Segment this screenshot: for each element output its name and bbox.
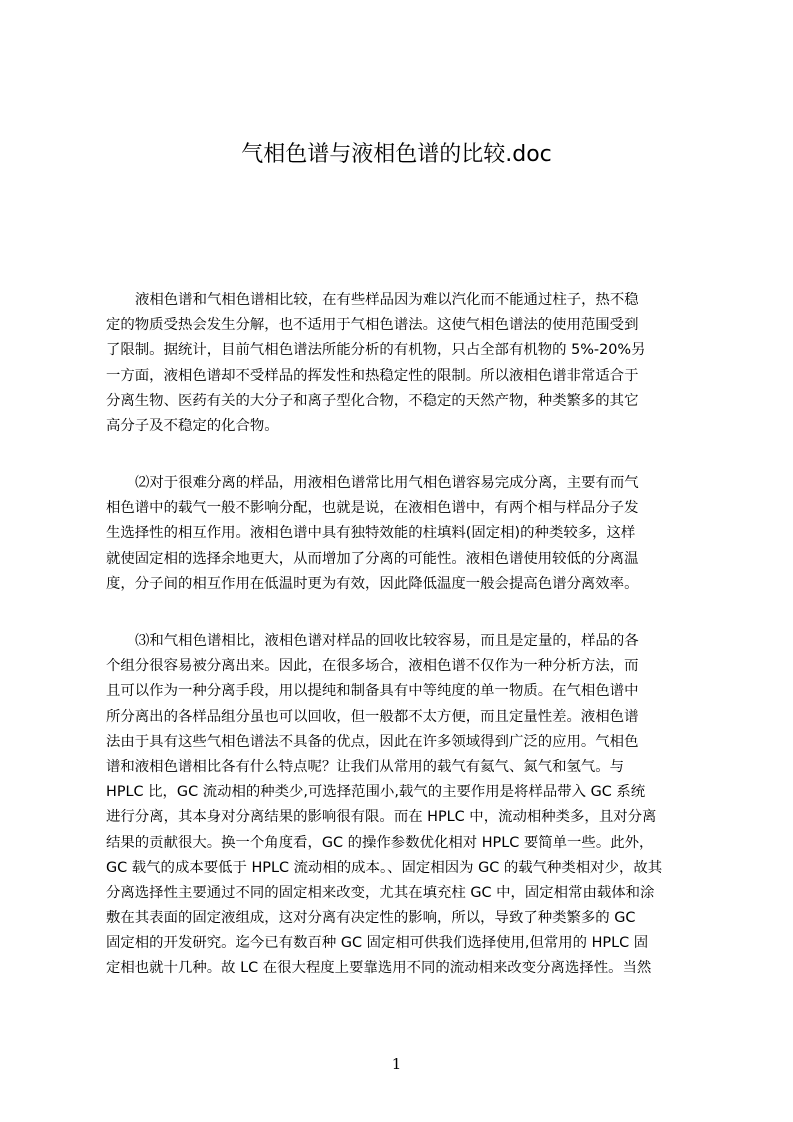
paragraph-line: 进行分离，其本身对分离结果的影响很有限。而在 HPLC 中，流动相种类多，且对分离 bbox=[106, 809, 657, 826]
page-number: 1 bbox=[391, 1055, 402, 1073]
paragraph-line: 结果的贡献很大。换一个角度看，GC 的操作参数优化相对 HPLC 要简单一些。此外， bbox=[106, 834, 654, 851]
paragraph-line: 了限制。据统计，目前气相色谱法所能分析的有机物，只占全部有机物的 5%-20%另 bbox=[106, 342, 646, 359]
paragraph-line: 高分子及不稳定的化合物。 bbox=[106, 417, 279, 434]
paragraph-3 bbox=[106, 629, 698, 982]
paragraph-line: 度，分子间的相互作用在低温时更为有效，因此降低温度一般会提高色谱分离效率。 bbox=[106, 575, 639, 592]
paragraph-line: ⑵对于很难分离的样品，用液相色谱常比用气相色谱容易完成分离，主要有而气 bbox=[135, 475, 639, 491]
paragraph-line: ⑶和气相色谱相比，液相色谱对样品的回收比较容易，而且是定量的，样品的各 bbox=[135, 633, 639, 649]
paragraph-line: 法由于具有这些气相色谱法不具备的优点，因此在许多领域得到广泛的应用。气相色 bbox=[106, 733, 639, 750]
paragraph-1 bbox=[106, 288, 698, 439]
paragraph-line: 谱和液相色谱相比各有什么特点呢？让我们从常用的载气有氦气、氮气和氢气。与 bbox=[106, 758, 625, 775]
paragraph-line: 液相色谱和气相色谱相比较，在有些样品因为难以汽化而不能通过柱子，热不稳 bbox=[135, 292, 639, 308]
paragraph-line: 定的物质受热会发生分解，也不适用于气相色谱法。这使气相色谱法的使用范围受到 bbox=[106, 317, 639, 334]
paragraph-line: 一方面，液相色谱却不受样品的挥发性和热稳定性的限制。所以液相色谱非常适合于 bbox=[106, 367, 639, 384]
paragraph-line: HPLC 比，GC 流动相的种类少,可选择范围小,载气的主要作用是将样品带入 GC 系统 bbox=[106, 784, 646, 801]
paragraph-line: 生选择性的相互作用。液相色谱中具有独特效能的柱填料(固定相)的种类较多，这样 bbox=[106, 525, 636, 542]
paragraph-line: 分离生物、医药有关的大分子和离子型化合物，不稳定的天然产物，种类繁多的其它 bbox=[106, 392, 639, 409]
paragraph-line: 固定相的开发研究。迄今已有数百种 GC 固定相可供我们选择使用,但常用的 HPLC 固 bbox=[106, 935, 649, 952]
paragraph-line: 相色谱中的载气一般不影响分配，也就是说，在液相色谱中，有两个相与样品分子发 bbox=[106, 500, 639, 517]
paragraph-line: 且可以作为一种分离手段，用以提纯和制备具有中等纯度的单一物质。在气相色谱中 bbox=[106, 683, 639, 700]
paragraph-line: GC 载气的成本要低于 HPLC 流动相的成本。、固定相因为 GC 的载气种类相对少，故其 bbox=[106, 859, 663, 876]
paragraph-line: 就使固定相的选择余地更大，从而增加了分离的可能性。液相色谱使用较低的分离温 bbox=[106, 550, 639, 567]
paragraph-line: 分离选择性主要通过不同的固定相来改变，尤其在填充柱 GC 中，固定相常由载体和涂 bbox=[106, 884, 655, 901]
document-body bbox=[106, 288, 698, 1028]
paragraph-line: 定相也就十几种。故 LC 在很大程度上要靠选用不同的流动相来改变分离选择性。当然 bbox=[106, 960, 652, 977]
paragraph-line: 敷在其表面的固定液组成，这对分离有决定性的影响，所以，导致了种类繁多的 GC bbox=[106, 910, 636, 927]
document-title: 气相色谱与液相色谱的比较.doc bbox=[241, 142, 552, 167]
paragraph-2 bbox=[106, 471, 698, 597]
paragraph-line: 个组分很容易被分离出来。因此，在很多场合，液相色谱不仅作为一种分析方法，而 bbox=[106, 658, 639, 675]
paragraph-line: 所分离出的各样品组分虽也可以回收，但一般都不太方便，而且定量性差。液相色谱 bbox=[106, 708, 639, 725]
